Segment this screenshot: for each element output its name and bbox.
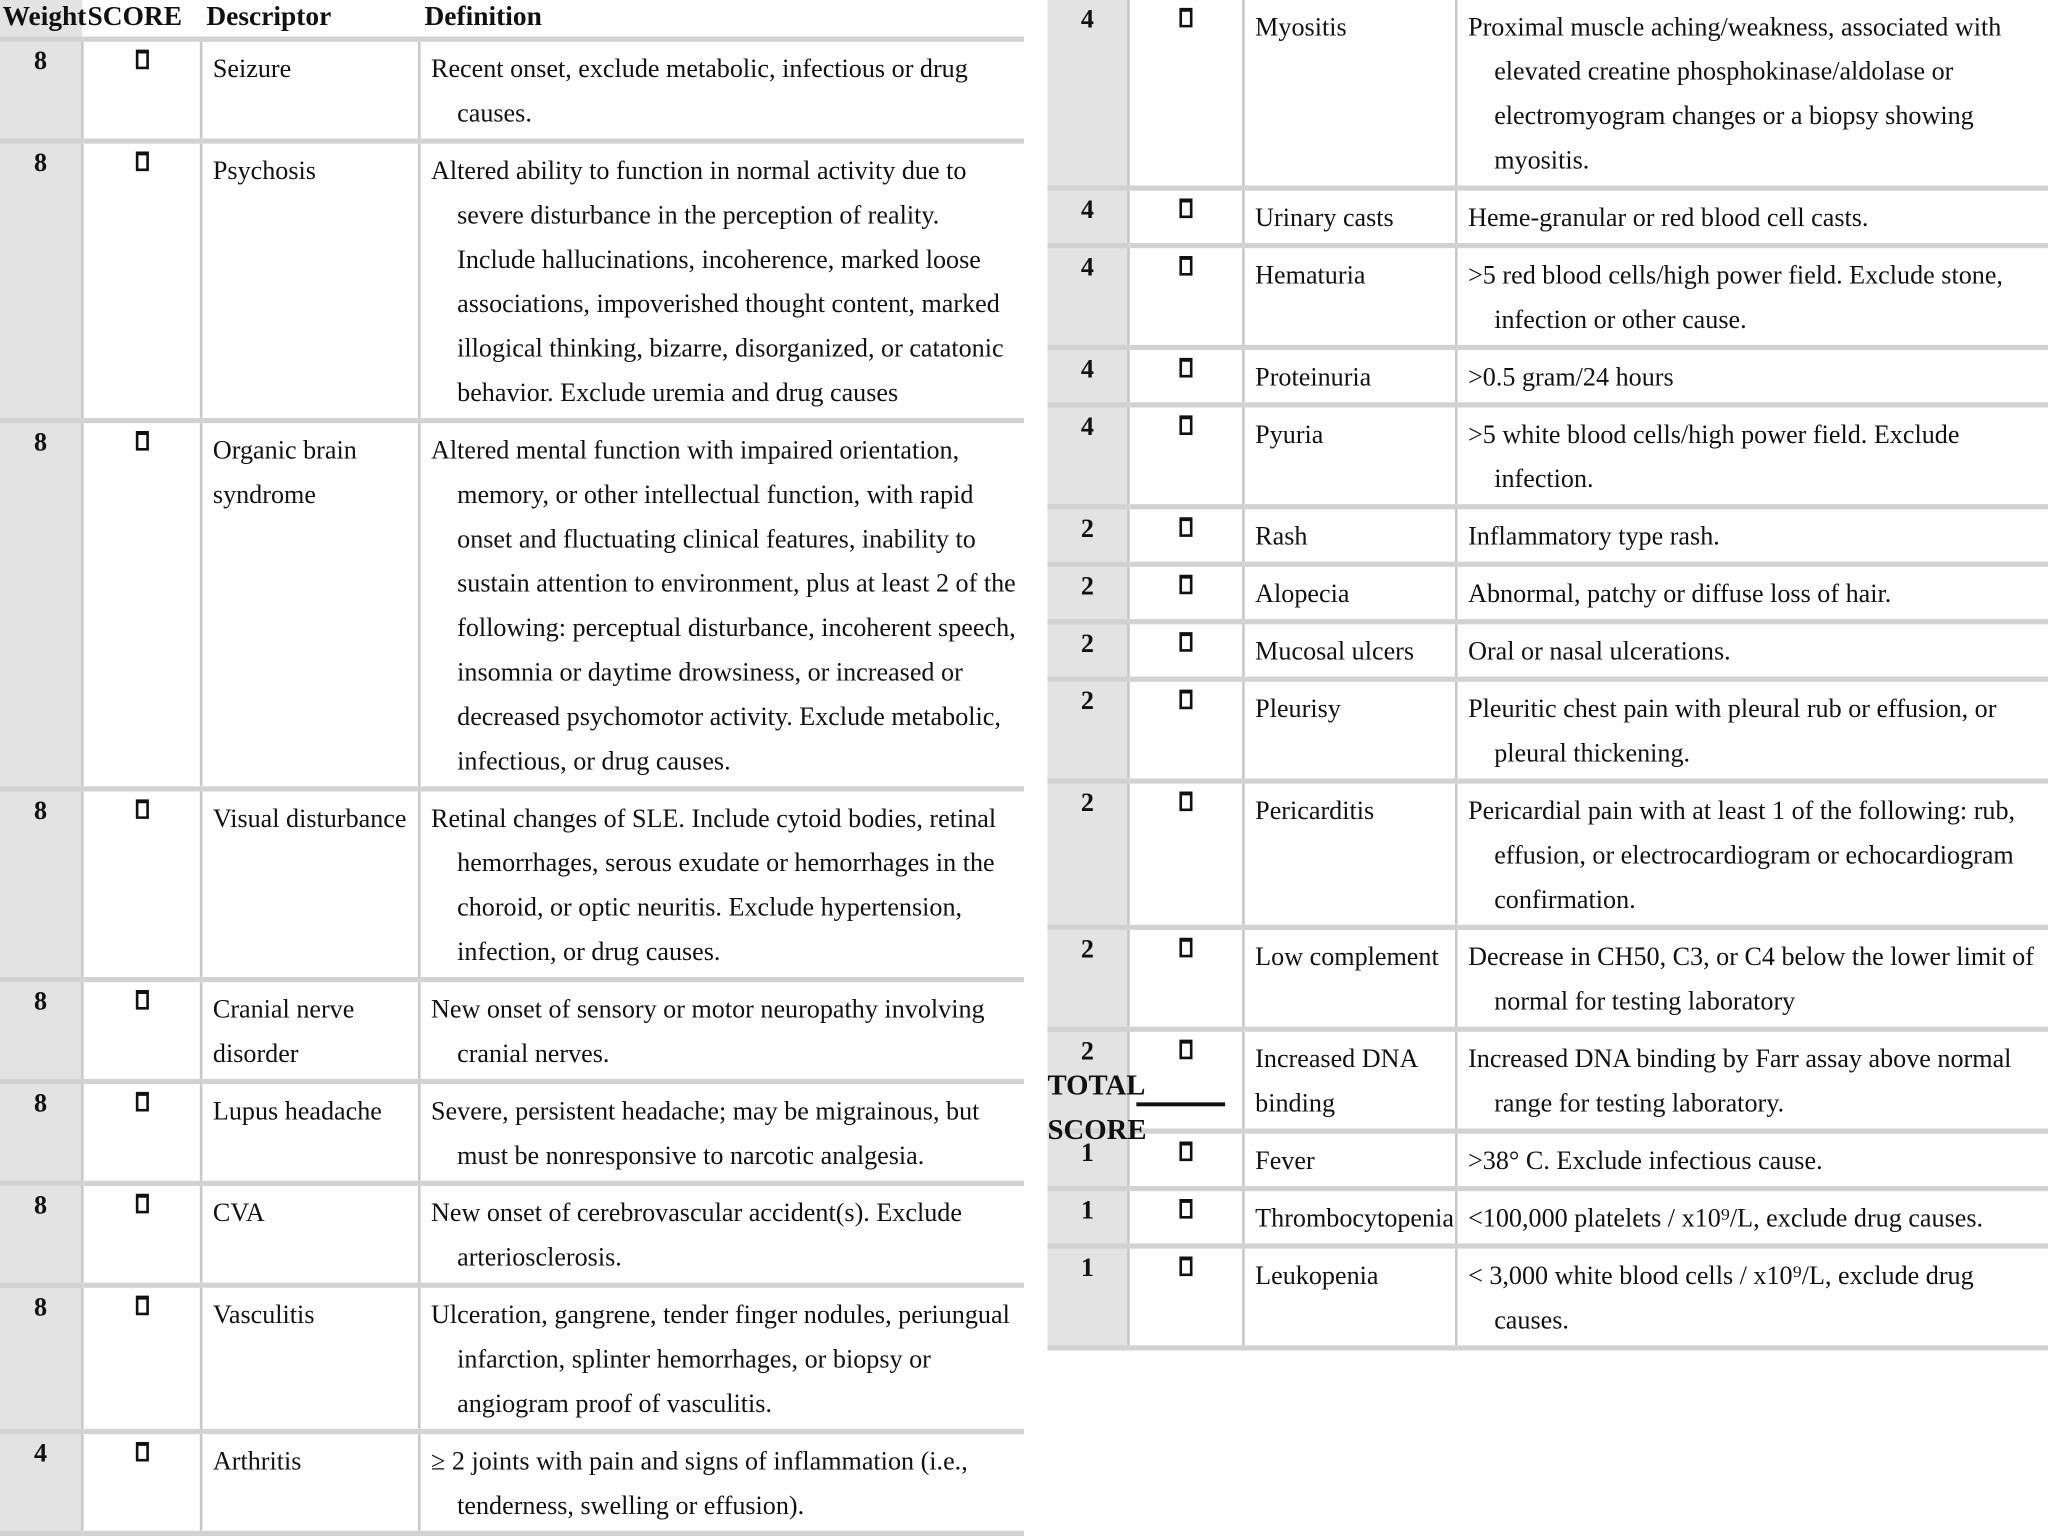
criteria-row [1048,507,2048,564]
descriptor-cell: Myositis [1243,0,1456,188]
definition-text: Ulceration, gangrene, tender finger nodules, periungual infarction, splinter hemorrhages, or biopsy or angiogram proof of vasculitis. [431,1300,1010,1419]
score-cell [82,789,201,980]
score-cell [82,1081,201,1183]
descriptor-cell: Thrombocytopenia [1243,1189,1456,1246]
definition-text: >5 red blood cells/high power field. Exclude stone, infection or other cause. [1468,261,2003,335]
score-checkbox-icon[interactable] [135,1296,148,1316]
score-cell [82,141,201,421]
score-checkbox-icon[interactable] [135,990,148,1010]
descriptor-cell: Visual disturbance [201,789,419,980]
right-table-body [1048,0,2048,1348]
score-cell [82,1183,201,1285]
score-checkbox-icon[interactable] [135,431,148,451]
score-cell [1128,564,1243,621]
score-cell [1128,1189,1243,1246]
criteria-row [1048,927,2048,1029]
right-table-panel [1048,0,2048,1351]
criteria-row [1048,679,2048,781]
criteria-row [0,141,1024,421]
total-score-label [1047,1063,1147,1152]
criteria-row [0,980,1024,1082]
weight-cell: 1 [1048,1189,1129,1246]
total-score-blank-line[interactable] [1136,1102,1225,1106]
definition-cell [419,1432,1024,1534]
definition-cell [419,39,1024,141]
score-cell [1128,405,1243,507]
definition-text: Altered mental function with impaired orientation, memory, or other intellectual function, with rapid onset and fluctuating clinical features, inability to sustain attention to environment, plus at least 2 of the following: perceptual disturbance, incoherent speech, insomnia or daytime drowsiness, or increased or decreased psychomotor activity. Exclude metabolic, infectious, or drug causes. [431,436,1016,776]
weight-cell: 4 [1048,188,1129,245]
criteria-row [1048,622,2048,679]
criteria-row [1048,1246,2048,1348]
descriptor-cell: Hematuria [1243,246,1456,348]
score-cell [1128,781,1243,927]
definition-cell [1456,405,2048,507]
weight-cell: 8 [0,39,82,141]
weight-cell: 8 [0,980,82,1082]
definition-cell [1456,1246,2048,1348]
criteria-row [0,1081,1024,1183]
score-cell [1128,0,1243,188]
criteria-row [0,789,1024,980]
score-checkbox-icon[interactable] [135,799,148,819]
score-checkbox-icon[interactable] [135,1092,148,1112]
score-checkbox-icon[interactable] [1179,1040,1192,1060]
definition-text: Altered ability to function in normal activity due to severe disturbance in the perception of reality. Include hallucinations, incoherence, marked loose associations, impoverished thought content, marked illogical thinking, bizarre, disorganized, or catatonic behavior. Exclude uremia and drug causes [431,156,1004,408]
definition-cell [419,1183,1024,1285]
definition-text: Decrease in CH50, C3, or C4 below the lower limit of normal for testing laboratory [1468,943,2034,1017]
header-weight: Weight [0,0,82,39]
definition-text: New onset of sensory or motor neuropathy involving cranial nerves. [431,995,985,1069]
score-checkbox-icon[interactable] [1179,256,1192,276]
score-cell [1128,679,1243,781]
definition-cell [419,789,1024,980]
score-checkbox-icon[interactable] [1179,517,1192,537]
definition-text: Pleuritic chest pain with pleural rub or effusion, or pleural thickening. [1468,694,1997,768]
definition-cell [1456,927,2048,1029]
score-cell [82,1432,201,1534]
page-gutter [1024,0,1048,1152]
score-cell [1128,246,1243,348]
descriptor-cell: Vasculitis [201,1285,419,1431]
weight-cell: 2 [1048,927,1129,1029]
criteria-row [1048,781,2048,927]
score-checkbox-icon[interactable] [1179,415,1192,435]
criteria-row [0,1432,1024,1534]
weight-cell: 8 [0,1081,82,1183]
score-checkbox-icon[interactable] [135,50,148,70]
definition-text: Proximal muscle aching/weakness, associated with elevated creatine phosphokinase/aldolase or electromyogram changes or a biopsy showing myositis. [1468,13,2002,176]
score-checkbox-icon[interactable] [135,1194,148,1214]
definition-cell [1456,0,2048,188]
descriptor-cell: Cranial nerve disorder [201,980,419,1082]
score-cell [1128,927,1243,1029]
criteria-row [1048,1131,2048,1188]
criteria-row [1048,0,2048,188]
definition-text: >5 white blood cells/high power field. Exclude infection. [1468,420,1960,494]
score-cell [82,421,201,789]
definition-text: Increased DNA binding by Farr assay above normal range for testing laboratory. [1468,1044,2012,1119]
score-checkbox-icon[interactable] [1179,1256,1192,1276]
descriptor-cell: Organic brain syndrome [201,421,419,789]
definition-cell [1456,507,2048,564]
criteria-row [0,421,1024,789]
criteria-row [0,1285,1024,1431]
definition-text: New onset of cerebrovascular accident(s). Exclude arteriosclerosis. [431,1199,962,1273]
definition-text: <100,000 platelets / x10⁹/L, exclude drug causes. [1468,1204,1984,1233]
score-checkbox-icon[interactable] [1179,358,1192,378]
criteria-row [1048,188,2048,245]
definition-text: Oral or nasal ulcerations. [1468,637,1731,667]
definition-text: Recent onset, exclude metabolic, infectious or drug causes. [431,54,968,128]
weight-cell: 2 [1048,622,1129,679]
score-cell [82,39,201,141]
criteria-row [1048,1189,2048,1246]
descriptor-cell: Leukopenia [1243,1246,1456,1348]
score-checkbox-icon[interactable] [1179,1142,1192,1162]
descriptor-cell: Lupus headache [201,1081,419,1183]
descriptor-cell: Seizure [201,39,419,141]
score-checkbox-icon[interactable] [135,152,148,172]
criteria-row [1048,405,2048,507]
definition-cell [1456,622,2048,679]
header-definition: Definition [419,0,1024,39]
descriptor-cell: Pyuria [1243,405,1456,507]
descriptor-cell: Pericarditis [1243,781,1456,927]
weight-cell: 1 [1048,1131,1129,1188]
score-checkbox-icon[interactable] [1179,938,1192,958]
weight-cell: 4 [1048,246,1129,348]
descriptor-cell: Increased DNA binding [1243,1029,1456,1131]
definition-cell [1456,1189,2048,1246]
weight-cell: 4 [0,1432,82,1534]
score-checkbox-icon[interactable] [1179,199,1192,219]
definition-text: Pericardial pain with at least 1 of the following: rub, effusion, or electrocardiogram or echocardiogram confirmation. [1468,796,2016,915]
total-label-text: TOTAL SCORE [1047,1068,1147,1146]
definition-cell [1456,1029,2048,1131]
descriptor-cell: Pleurisy [1243,679,1456,781]
definition-cell [1456,564,2048,621]
score-cell [1128,622,1243,679]
weight-cell: 4 [1048,405,1129,507]
definition-text: Heme-granular or red blood cell casts. [1468,203,1869,233]
descriptor-cell: Psychosis [201,141,419,421]
definition-text: Retinal changes of SLE. Include cytoid bodies, retinal hemorrhages, serous exudate or hemorrhages in the choroid, or optic neuritis. Exclude hypertension, infection, or drug causes. [431,804,997,967]
score-checkbox-icon[interactable] [1179,632,1192,652]
score-cell [1128,347,1243,404]
descriptor-cell: Urinary casts [1243,188,1456,245]
weight-cell: 8 [0,141,82,421]
weight-cell: 8 [0,1183,82,1285]
definition-cell [1456,188,2048,245]
criteria-row [1048,1029,2048,1131]
score-checkbox-icon[interactable] [135,1442,148,1462]
weight-cell: 8 [0,421,82,789]
definition-cell [1456,679,2048,781]
table-header-row [0,0,1024,39]
score-checkbox-icon[interactable] [1179,575,1192,595]
score-checkbox-icon[interactable] [1179,690,1192,710]
score-checkbox-icon[interactable] [1179,1199,1192,1219]
header-descriptor: Descriptor [201,0,419,39]
score-cell [82,1285,201,1431]
right-criteria-table [1048,0,2048,1351]
score-checkbox-icon[interactable] [1179,8,1192,28]
weight-cell: 2 [1048,564,1129,621]
definition-text: < 3,000 white blood cells / x10⁹/L, exclude drug causes. [1468,1261,1974,1335]
definition-cell [1456,347,2048,404]
criteria-row [0,1183,1024,1285]
criteria-row [1048,246,2048,348]
header-score: SCORE [82,0,201,39]
definition-text: Abnormal, patchy or diffuse loss of hair. [1468,579,1892,609]
criteria-row [1048,347,2048,404]
descriptor-cell: CVA [201,1183,419,1285]
definition-cell [419,980,1024,1082]
weight-cell: 4 [1048,0,1129,188]
descriptor-cell: Fever [1243,1131,1456,1188]
weight-cell: 4 [1048,347,1129,404]
weight-cell: 2 [1048,781,1129,927]
criteria-row [0,39,1024,141]
weight-cell: 8 [0,1285,82,1431]
definition-cell [419,1285,1024,1431]
weight-cell: 8 [0,789,82,980]
definition-cell [1456,1131,2048,1188]
score-cell [82,980,201,1082]
descriptor-cell: Arthritis [201,1432,419,1534]
definition-text: >0.5 gram/24 hours [1468,363,1674,392]
definition-cell [419,1081,1024,1183]
descriptor-cell: Proteinuria [1243,347,1456,404]
definition-cell [419,141,1024,421]
descriptor-cell: Low complement [1243,927,1456,1029]
definition-text: ≥ 2 joints with pain and signs of inflammation (i.e., tenderness, swelling or effusion). [431,1447,968,1521]
criteria-row [1048,564,2048,621]
definition-text: >38° C. Exclude infectious cause. [1468,1146,1823,1176]
score-cell [1128,188,1243,245]
definition-cell [1456,246,2048,348]
definition-cell [419,421,1024,789]
definition-text: Severe, persistent headache; may be migrainous, but must be nonresponsive to narcotic analgesia. [431,1097,980,1171]
descriptor-cell: Rash [1243,507,1456,564]
score-cell [1128,507,1243,564]
weight-cell: 2 [1048,679,1129,781]
descriptor-cell: Alopecia [1243,564,1456,621]
score-cell [1128,1246,1243,1348]
descriptor-cell: Mucosal ulcers [1243,622,1456,679]
left-table-body [0,39,1024,1533]
definition-text: Inflammatory type rash. [1468,522,1720,552]
weight-cell: 1 [1048,1246,1129,1348]
weight-cell: 2 [1048,1029,1129,1131]
definition-cell [1456,781,2048,927]
score-checkbox-icon[interactable] [1179,792,1192,812]
weight-cell: 2 [1048,507,1129,564]
